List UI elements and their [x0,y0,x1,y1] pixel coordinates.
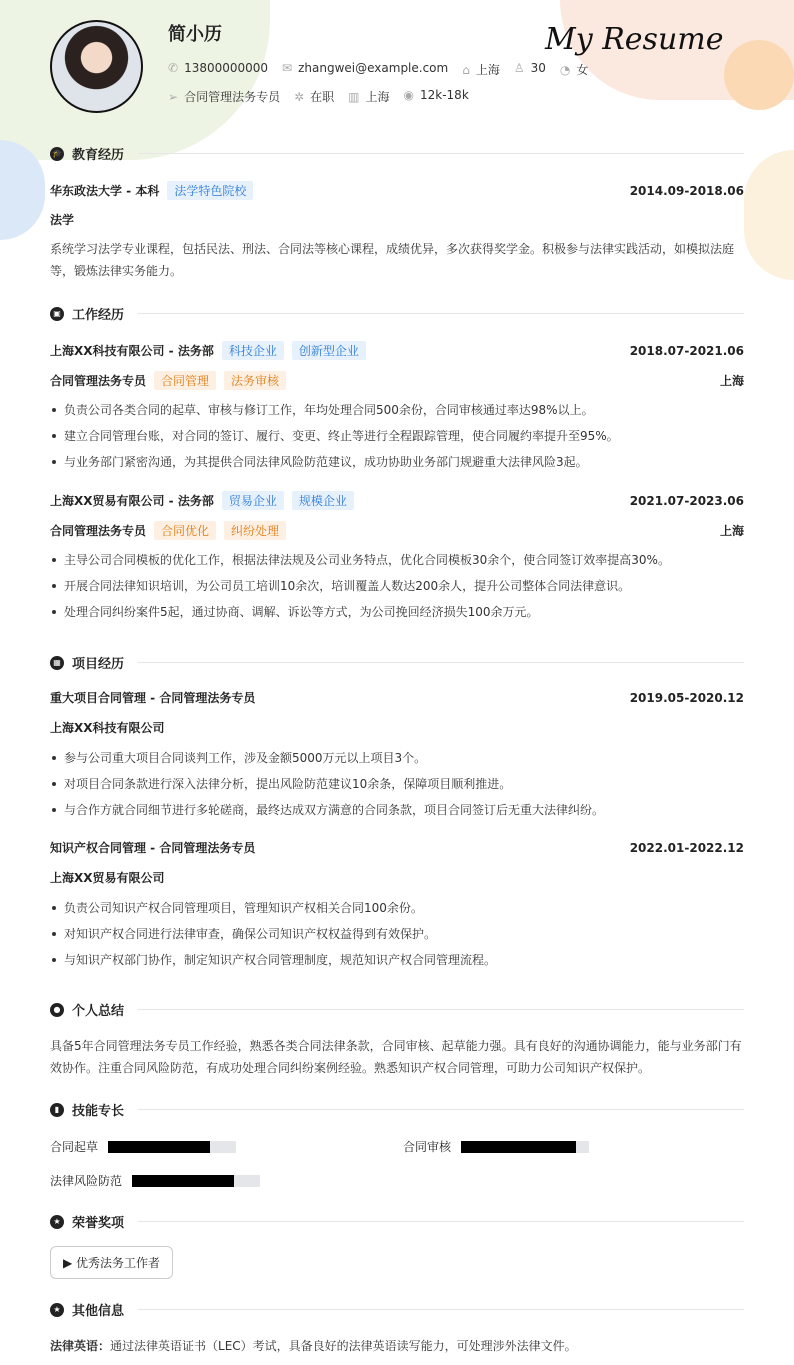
name: 简小历 [168,24,222,45]
work-items [50,397,744,475]
building-icon: ▥ [348,90,360,104]
role: 合同管理法务专员 [50,374,147,388]
list-item: 开展合同法律知识培训，为公司员工培训10余次，培训覆盖人数达200余人，提升公司整体合同法律意识。 [50,573,744,599]
city: 上海 [719,374,744,388]
chart-icon: ▮ [50,1103,64,1117]
skill-bar-fill [108,1141,210,1153]
work-role [50,521,744,540]
list-item: 与合作方就合同细节进行多轮磋商，最终达成双方满意的合同条款，项目合同签订后无重大法律纠纷。 [50,797,744,823]
award-icon: ★ [50,1215,64,1229]
section-title: 个人总结 [72,1004,125,1019]
skill-bar [461,1141,589,1153]
other-text: 通过法律英语证书（LEC）考试，具备良好的法律英语读写能力，可处理涉外法律文件。 [110,1339,577,1353]
tag: 纠纷处理 [224,521,286,540]
project-title: 重大项目合同管理 - 合同管理法务专员 [50,691,256,705]
honor-badge [50,1246,173,1279]
info-icon: ★ [50,1303,64,1317]
tag: 合同优化 [154,521,216,540]
company: 上海XX贸易有限公司 - 法务部 [50,494,214,508]
phone: 13800000000 [184,61,269,75]
city: 上海 [719,524,744,538]
project-company: 上海XX贸易有限公司 [50,871,165,885]
list-item: 负责公司各类合同的起草、审核与修订工作，年均处理合同500余份，合同审核通过率达98%以上。 [50,397,744,423]
section-other [50,1300,744,1319]
school: 华东政法大学 - 本科 [50,184,160,198]
city: 上海 [365,90,390,104]
skill-bar [132,1175,260,1187]
skill-name: 合同起草 [50,1140,99,1154]
status-icon: ✲ [294,90,305,104]
list-item: 与知识产权部门协作，制定知识产权合同管理制度，规范知识产权合同管理流程。 [50,947,744,973]
skill [403,1138,589,1155]
contact-line [168,61,588,78]
graduation-cap-icon: 🎓 [50,147,64,161]
honor-label: 优秀法务工作者 [76,1256,161,1270]
work-header [50,491,744,510]
tag: 合同管理 [154,371,216,390]
logo: My Resume [545,22,724,57]
project-title: 知识产权合同管理 - 合同管理法务专员 [50,841,256,855]
project-header [50,689,744,706]
home-icon: ⌂ [462,63,470,77]
salary-icon: ◉ [403,88,414,102]
gender-icon: ◔ [559,63,571,77]
skill-bar-fill [461,1141,576,1153]
age-icon: ♙ [513,61,525,75]
major-row [50,211,744,228]
date: 2022.01-2022.12 [629,840,744,855]
decor-flower [724,40,794,110]
list-item: 主导公司合同模板的优化工作，根据法律法规及公司业务特点，优化合同模板30余个，使合同签订效率提高30%。 [50,547,744,573]
section-education [50,144,744,163]
date: 2014.09-2018.06 [629,183,744,198]
send-icon: ➢ [168,90,179,104]
work-items [50,547,744,625]
tag: 规模企业 [292,491,354,510]
project-company-row [50,719,744,736]
email: zhangwei@example.com [298,61,449,75]
section-title: 其他信息 [72,1304,125,1319]
user-icon: ● [50,1003,64,1017]
skill-name: 合同审核 [403,1140,452,1154]
education-desc: 系统学习法学专业课程，包括民法、刑法、合同法等核心课程，成绩优异，多次获得奖学金。积极参与法律实践活动，如模拟法庭等，锻炼法律实务能力。 [50,242,735,278]
section-work [50,304,744,323]
play-icon: ▶ [63,1256,77,1270]
work-header [50,341,744,360]
grid-icon: ▦ [50,656,64,670]
project-header [50,839,744,856]
list-item: 建立合同管理台账，对合同的签订、履行、变更、终止等进行全程跟踪管理，使合同履约率提升至95%。 [50,423,744,449]
tag: 法学特色院校 [167,181,253,200]
briefcase-icon: ▣ [50,307,64,321]
section-title: 项目经历 [72,657,125,672]
skill [50,1172,260,1189]
tag: 法务审核 [224,371,286,390]
skill-bar-fill [132,1175,234,1187]
skill [50,1138,236,1155]
gender: 女 [576,63,589,77]
work-role [50,371,744,390]
tag: 贸易企业 [222,491,284,510]
section-title: 教育经历 [72,148,125,163]
major: 法学 [50,213,75,227]
section-title: 工作经历 [72,308,125,323]
tag: 科技企业 [222,341,284,360]
list-item: 负责公司知识产权合同管理项目，管理知识产权相关合同100余份。 [50,895,744,921]
skill-name: 法律风险防范 [50,1174,123,1188]
position: 合同管理法务专员 [184,90,281,104]
job-line [168,88,469,105]
project-company: 上海XX科技有限公司 [50,721,165,735]
date: 2019.05-2020.12 [629,690,744,705]
section-title: 技能专长 [72,1104,125,1119]
project-items [50,895,744,973]
date: 2018.07-2021.06 [629,343,744,358]
decor-yellow [744,150,794,280]
other-label: 法律英语： [50,1339,111,1353]
phone-icon: ✆ [168,61,179,75]
list-item: 与业务部门紧密沟通，为其提供合同法律风险防范建议，成功协助业务部门规避重大法律风险3起。 [50,449,744,475]
role: 合同管理法务专员 [50,524,147,538]
section-summary [50,1000,744,1019]
salary: 12k-18k [420,88,469,102]
location: 上海 [475,63,500,77]
section-projects [50,653,744,672]
avatar [50,20,143,113]
status: 在职 [310,90,335,104]
summary-text: 具备5年合同管理法务专员工作经验，熟悉各类合同法律条款，合同审核、起草能力强。具有良好的沟通协调能力，能与业务部门有效协作。注重合同风险防范，有成功处理合同纠纷案例经验。熟悉知识产权合同管理，可助力公司知识产权保护。 [50,1039,742,1075]
education-header [50,181,744,200]
project-items [50,745,744,823]
project-company-row [50,869,744,886]
skill-bar [108,1141,236,1153]
list-item: 对项目合同条款进行深入法律分析，提出风险防范建议10余条，保障项目顺利推进。 [50,771,744,797]
section-honors [50,1212,744,1231]
section-skills [50,1100,744,1119]
age: 30 [530,61,546,75]
tag: 创新型企业 [292,341,366,360]
list-item: 参与公司重大项目合同谈判工作，涉及金额5000万元以上项目3个。 [50,745,744,771]
section-title: 荣誉奖项 [72,1216,125,1231]
list-item: 处理合同纠纷案件5起，通过协商、调解、诉讼等方式，为公司挽回经济损失100余万元。 [50,599,744,625]
company: 上海XX科技有限公司 - 法务部 [50,344,214,358]
email-icon: ✉ [282,61,293,75]
list-item: 对知识产权合同进行法律审查，确保公司知识产权权益得到有效保护。 [50,921,744,947]
other-info [50,1335,744,1357]
date: 2021.07-2023.06 [629,493,744,508]
